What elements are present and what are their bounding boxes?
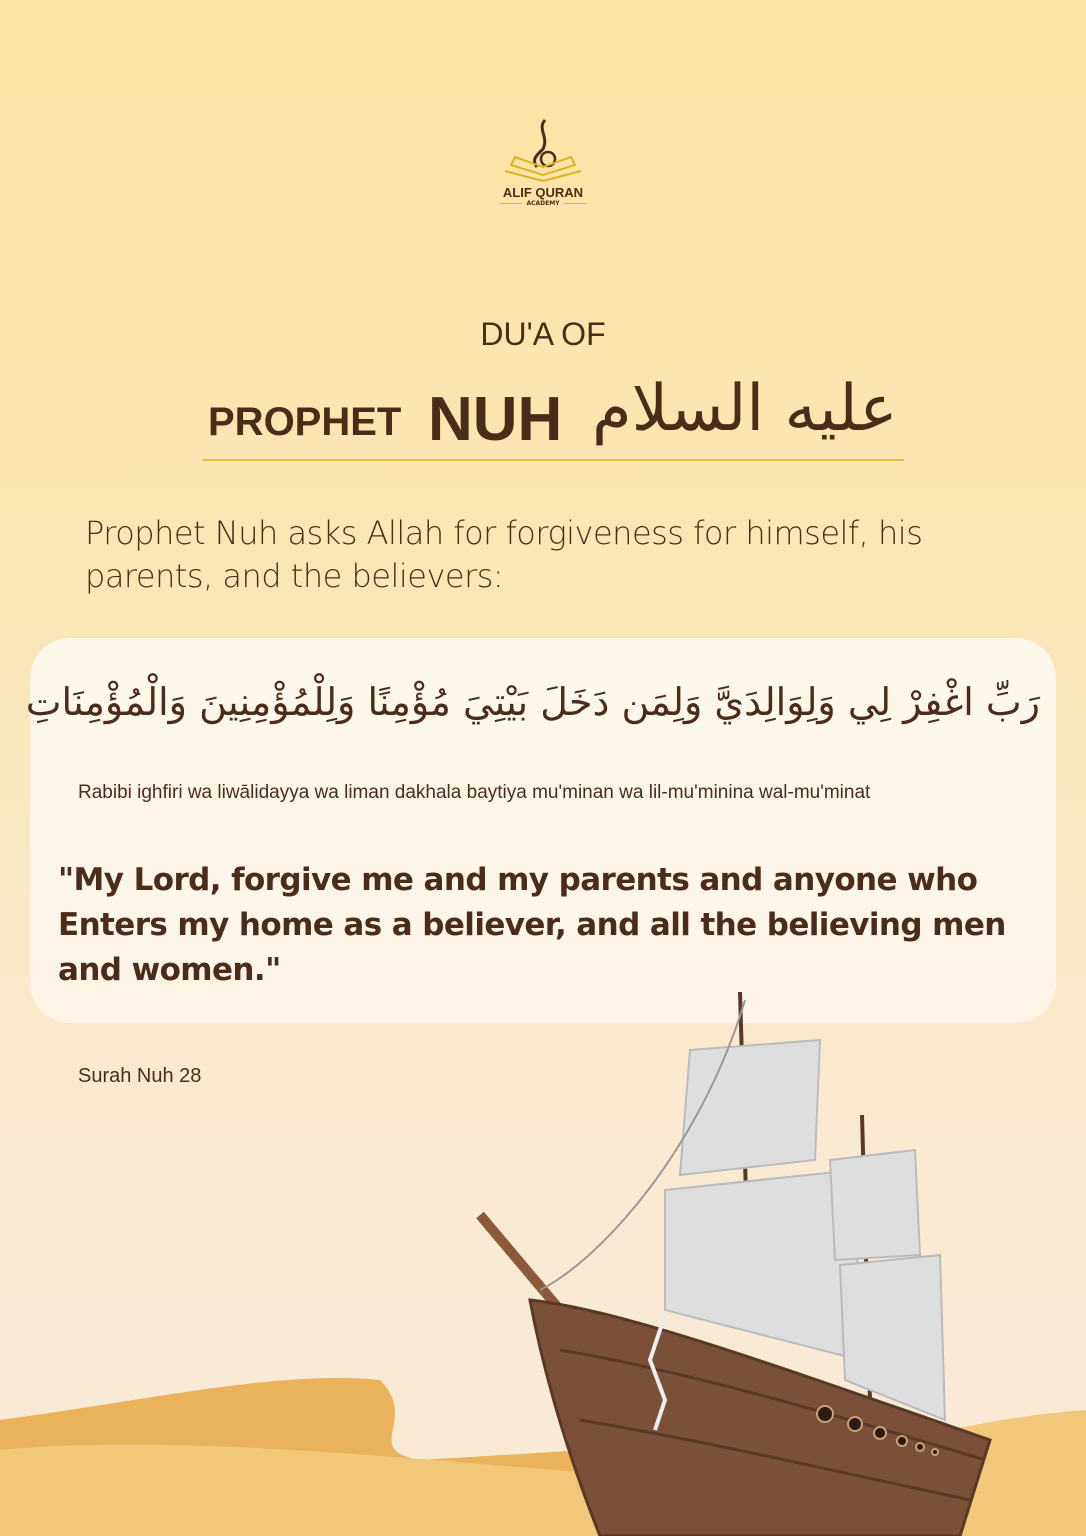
title-arabic: عليه السلام — [592, 372, 898, 446]
translation-line: Enters my home as a believer, and all the believing men — [58, 907, 1006, 943]
title-prophet: PROPHET — [208, 400, 402, 444]
dua-transliteration: Rabibi ighfiri wa liwālidayya wa liman dakhala baytiya mu'minan wa lil-mu'minina wal-mu'minat — [78, 782, 871, 803]
surah-reference: Surah Nuh 28 — [78, 1065, 202, 1087]
bowsprit — [480, 1215, 560, 1310]
logo — [493, 115, 593, 210]
intro-text: Prophet Nuh asks Allah for forgiveness for himself, his parents, and the believers: — [85, 514, 923, 595]
title-underline — [202, 459, 904, 461]
logo-name: ALIF QURAN — [502, 185, 584, 200]
logo-subtitle: ACADEMY — [493, 200, 593, 207]
heading-pre: DU'A OF — [480, 316, 606, 352]
translation-line: and women." — [58, 952, 281, 988]
dua-arabic: رَبِّ اغْفِرْ لِي وَلِوَالِدَيَّ وَلِمَن دَخَلَ بَيْتِيَ مُؤْمِنًا وَلِلْمُؤْمِنِينَ وَالْمُؤْمِنَاتِ — [25, 680, 1040, 724]
ship-illustration — [0, 980, 1086, 1536]
page-title — [206, 372, 906, 458]
translation-line: "My Lord, forgive me and my parents and anyone who — [58, 862, 978, 898]
book-icon — [493, 115, 593, 185]
dua-translation — [58, 858, 1038, 993]
title-name: NUH — [428, 385, 563, 454]
